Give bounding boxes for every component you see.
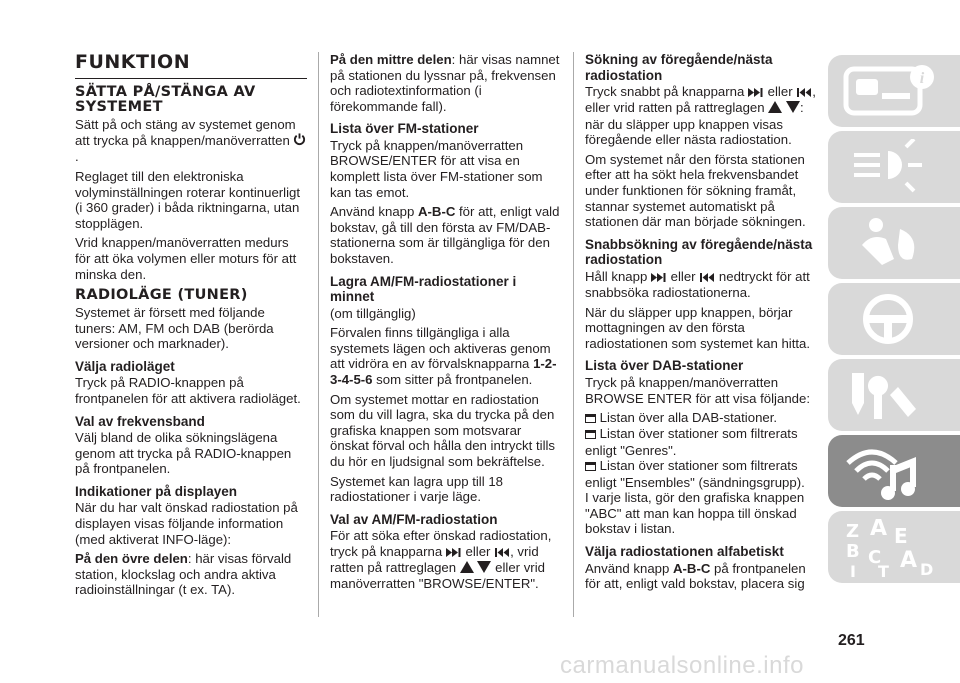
index-letter: C <box>868 547 882 568</box>
index-letter: B <box>846 541 860 562</box>
tab-lights[interactable] <box>828 131 960 203</box>
dashboard-icon <box>842 63 934 119</box>
skip-back-icon <box>699 270 715 286</box>
svg-text:i: i <box>919 70 925 87</box>
skip-forward-icon <box>446 545 462 561</box>
paragraph: På den övre delen: här visas förvald station, klockslag och andra aktiva radioinställningar (t ex. TA). <box>75 551 292 598</box>
subheading: Sökning av föregående/nästa radiostation <box>585 52 773 83</box>
index-letter: A <box>900 548 918 573</box>
page-number: 261 <box>838 632 865 649</box>
lights-icon <box>842 139 934 195</box>
skip-forward-icon <box>651 270 667 286</box>
skip-back-icon <box>796 85 812 101</box>
column-1 <box>75 52 307 602</box>
page-title: FUNKTION <box>75 52 307 79</box>
subheading: Välja radioläget <box>75 358 175 374</box>
arrow-up-icon <box>768 101 782 117</box>
paragraph: Tryck på knappen/manöverratten BROWSE ENTER för att visa följande: <box>585 374 810 406</box>
checkbox-bullet-icon <box>585 411 596 427</box>
paragraph: Använd knapp A-B-C på frontpanelen för att, enligt vald bokstav, placera sig <box>585 560 806 592</box>
paragraph: Använd knapp A-B-C för att, enligt vald bokstav, gå till den första av FM/DAB-stationerna som är tillgängliga för den bokstaven. <box>330 204 560 267</box>
paragraph: Systemet är försett med följande tuners: AM, FM och DAB (berörda versioner och marknader). <box>75 305 274 352</box>
index-letter: A <box>870 519 888 541</box>
chapter-tabs <box>828 55 960 587</box>
subheading: Lista över DAB-stationer <box>585 358 744 374</box>
index-icon <box>842 519 934 579</box>
list-item: Listan över stationer som filtrerats enligt "Ensembles" (sändningsgrupp). <box>585 458 805 490</box>
skip-forward-icon <box>748 85 764 101</box>
subheading: Val av frekvensband <box>75 413 205 429</box>
paragraph: För att söka efter önskad radiostation, tryck på knapparna eller , vrid ratten på rattreglagen eller vrid manöverratten "BROWSE/ENTER". <box>330 528 552 592</box>
index-letter: Z <box>846 521 860 542</box>
index-letter: E <box>894 524 908 548</box>
checkbox-bullet-icon <box>585 459 596 475</box>
arrow-down-icon <box>477 561 491 577</box>
tab-airbag[interactable] <box>828 207 960 279</box>
paragraph: Om systemet mottar en radiostation som du vill lagra, ska du trycka på den grafiska knappen som motsvarar önskat förval och hålla den intryckt tills du hör en ljudsignal som bekräftelse. <box>330 391 556 469</box>
paragraph: Systemet kan lagra upp till 18 radiostationer i varje läge. <box>330 473 503 505</box>
paragraph: Tryck på knappen/manöverratten BROWSE/ENTER för att visa en komplett lista över FM-stationer som kan tas emot. <box>330 137 543 200</box>
power-icon <box>293 133 306 150</box>
skip-back-icon <box>494 545 510 561</box>
checkbox-bullet-icon <box>585 427 596 443</box>
index-letter: T <box>878 562 889 579</box>
subheading: Välja radiostationen alfabetiskt <box>585 544 784 560</box>
paragraph: Vrid knappen/manöverratten medurs för att öka volymen eller moturs för att minska den. <box>75 235 297 282</box>
tab-tools[interactable] <box>828 359 960 431</box>
paragraph: Förvalen finns tillgängliga i alla systemets lägen och aktiveras genom att vidröra en av förvalsknapparna 1-2-3-4-5-6 som sitter på frontpanelen. <box>330 325 557 387</box>
paragraph: Välj bland de olika sökningslägena genom att trycka på RADIO-knappen på frontpanelen. <box>75 430 292 477</box>
paragraph: (om tillgänglig) <box>330 305 416 321</box>
subheading: Indikationer på displayen <box>75 483 238 499</box>
arrow-down-icon <box>786 101 800 117</box>
paragraph: Reglaget till den elektroniska volyminställningen roterar kontinuerligt (i 360 grader) i båda riktningarna, utan stopplägen. <box>75 169 301 231</box>
multimedia-icon <box>842 443 934 503</box>
section-heading-power: SÄTTA PÅ/STÄNGA AV SYSTEMET <box>75 84 256 115</box>
tab-multimedia[interactable] <box>828 435 960 507</box>
section-heading-radio: RADIOLÄGE (TUNER) <box>75 287 248 304</box>
paragraph: På den mittre delen: här visas namnet på stationen du lyssnar på, frekvensen och radiotextinformation (i förekommande fall). <box>330 52 560 114</box>
tab-index[interactable] <box>828 511 960 583</box>
column-2 <box>330 52 562 596</box>
subheading: Lista över FM-stationer <box>330 121 479 137</box>
column-divider <box>318 52 319 617</box>
column-divider <box>573 52 574 617</box>
tab-dashboard[interactable] <box>828 55 960 127</box>
paragraph: Tryck på RADIO-knappen på frontpanelen för att aktivera radioläget. <box>75 375 301 407</box>
list-item: Listan över alla DAB-stationer. <box>585 410 817 426</box>
tab-steering[interactable] <box>828 283 960 355</box>
index-letter: I <box>850 562 856 579</box>
subheading: Val av AM/FM-radiostation <box>330 511 498 527</box>
airbag-icon <box>842 215 934 271</box>
paragraph: I varje lista, gör den grafiska knappen "ABC" att man kan hoppa till önskad bokstav i listan. <box>585 490 805 537</box>
subheading: Lagra AM/FM-radiostationer i minnet <box>330 273 517 305</box>
steering-wheel-icon <box>842 291 934 347</box>
paragraph: När du släpper upp knappen, börjar mottagningen av den första radiostationen som systemet kan hitta. <box>585 304 811 351</box>
index-letter: D <box>920 560 934 579</box>
paragraph: Om systemet når den första stationen efter att ha sökt hela frekvensbandet under funktionen för sökning framåt, stannar systemet automatiskt på stationen där man började sökningen. <box>585 151 806 230</box>
paragraph: När du har valt önskad radiostation på displayen visas följande information (med aktiverat INFO-läge): <box>75 500 298 547</box>
subheading: Snabbsökning av föregående/nästa radiostation <box>585 236 813 268</box>
tools-icon <box>842 367 934 423</box>
paragraph: Tryck snabbt på knapparna eller , eller vrid ratten på rattreglagen : när du släpper upp knappen visas föregående eller nästa radiostation. <box>585 84 816 148</box>
paragraph: Håll knapp eller nedtryckt för att snabbsöka radiostationerna. <box>585 268 810 301</box>
arrow-up-icon <box>460 561 474 577</box>
watermark: carmanualsonline.info <box>560 652 804 679</box>
paragraph: Sätt på och stäng av systemet genom att trycka på knappen/manöverratten . <box>75 117 307 165</box>
list-item: Listan över stationer som filtrerats enligt "Genres". <box>585 426 798 458</box>
column-3 <box>585 52 817 596</box>
